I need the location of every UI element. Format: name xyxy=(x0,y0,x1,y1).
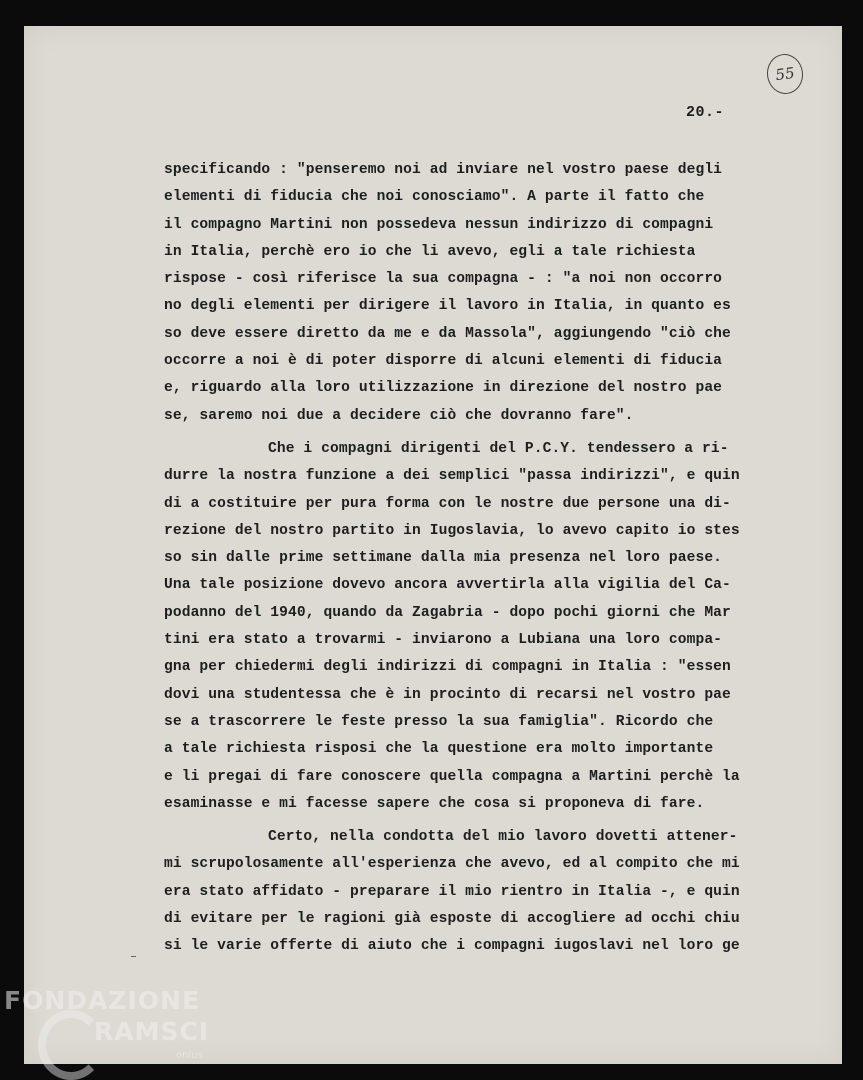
text-line: di evitare per le ragioni già esposte di accogliere ad occhi chiu xyxy=(164,911,740,928)
archive-number-stamp: 55 xyxy=(764,52,805,97)
text-line: specificando : "penseremo noi ad inviare nel vostro paese degli xyxy=(164,162,723,178)
text-line: a tale richiesta risposi che la questione era molto importante xyxy=(164,741,714,758)
text-line: gna per chiedermi degli indirizzi di compagni in Italia : "essen xyxy=(164,659,731,676)
text-line: occorre a noi è di poter disporre di alcuni elementi di fiducia xyxy=(164,353,723,370)
text-line: tini era stato a trovarmi - inviarono a Lubiana una loro compa- xyxy=(164,632,723,649)
text-line: se a trascorrere le feste presso la sua famiglia". Ricordo che xyxy=(164,713,714,730)
text-line: podanno del 1940, quando da Zagabria - dopo pochi giorni che Mar xyxy=(164,604,731,621)
text-line: Che i compagni dirigenti del P.C.Y. tendessero a ri- xyxy=(268,440,729,457)
archive-watermark xyxy=(4,986,234,1076)
text-line: il compagno Martini non possedeva nessun indirizzo di compagni xyxy=(164,216,714,233)
text-line: rezione del nostro partito in Iugoslavia, lo avevo capito io stes xyxy=(164,522,740,539)
text-line: so deve essere diretto da me e da Massola", aggiungendo "ciò che xyxy=(164,325,731,342)
text-line: e li pregai di fare conoscere quella compagna a Martini perchè la xyxy=(164,768,740,785)
text-line: elementi di fiducia che noi conosciamo". A parte il fatto che xyxy=(164,189,705,206)
text-line: in Italia, perchè ero io che li avevo, egli a tale richiesta xyxy=(164,243,696,260)
text-line: no degli elementi per dirigere il lavoro in Italia, in quanto es xyxy=(164,298,731,315)
watermark-line-3: onlus xyxy=(176,1050,203,1061)
text-line: Certo, nella condotta del mio lavoro dovetti attener- xyxy=(268,829,738,846)
text-line: Una tale posizione dovevo ancora avvertirla alla vigilia del Ca- xyxy=(164,577,731,594)
body-text xyxy=(164,157,804,961)
text-line: durre la nostra funzione a dei semplici "passa indirizzi", e quin xyxy=(164,468,740,485)
text-line: esaminasse e mi facesse sapere che cosa si proponeva di fare. xyxy=(164,795,705,812)
text-line: e, riguardo alla loro utilizzazione in direzione del nostro pae xyxy=(164,380,723,397)
margin-mark xyxy=(131,956,136,957)
text-line: so sin dalle prime settimane dalla mia presenza nel loro paese. xyxy=(164,550,723,567)
page-number: 20.- xyxy=(686,104,725,121)
text-line: si le varie offerte di aiuto che i compagni iugoslavi nel loro ge xyxy=(164,938,740,955)
watermark-line-1: FONDAZIONE xyxy=(4,986,201,1015)
text-line: se, saremo noi due a decidere ciò che dovranno fare". xyxy=(164,407,634,424)
text-line: mi scrupolosamente all'esperienza che avevo, ed al compito che mi xyxy=(164,856,740,873)
text-line: dovi una studentessa che è in procinto di recarsi nel vostro pae xyxy=(164,686,731,703)
text-line: rispose - così riferisce la sua compagna - : "a noi non occorro xyxy=(164,271,723,288)
text-line: era stato affidato - preparare il mio rientro in Italia -, e quin xyxy=(164,883,740,900)
watermark-line-2: RAMSCI xyxy=(94,1017,210,1046)
text-line: di a costituire per pura forma con le nostre due persone una di- xyxy=(164,495,731,512)
